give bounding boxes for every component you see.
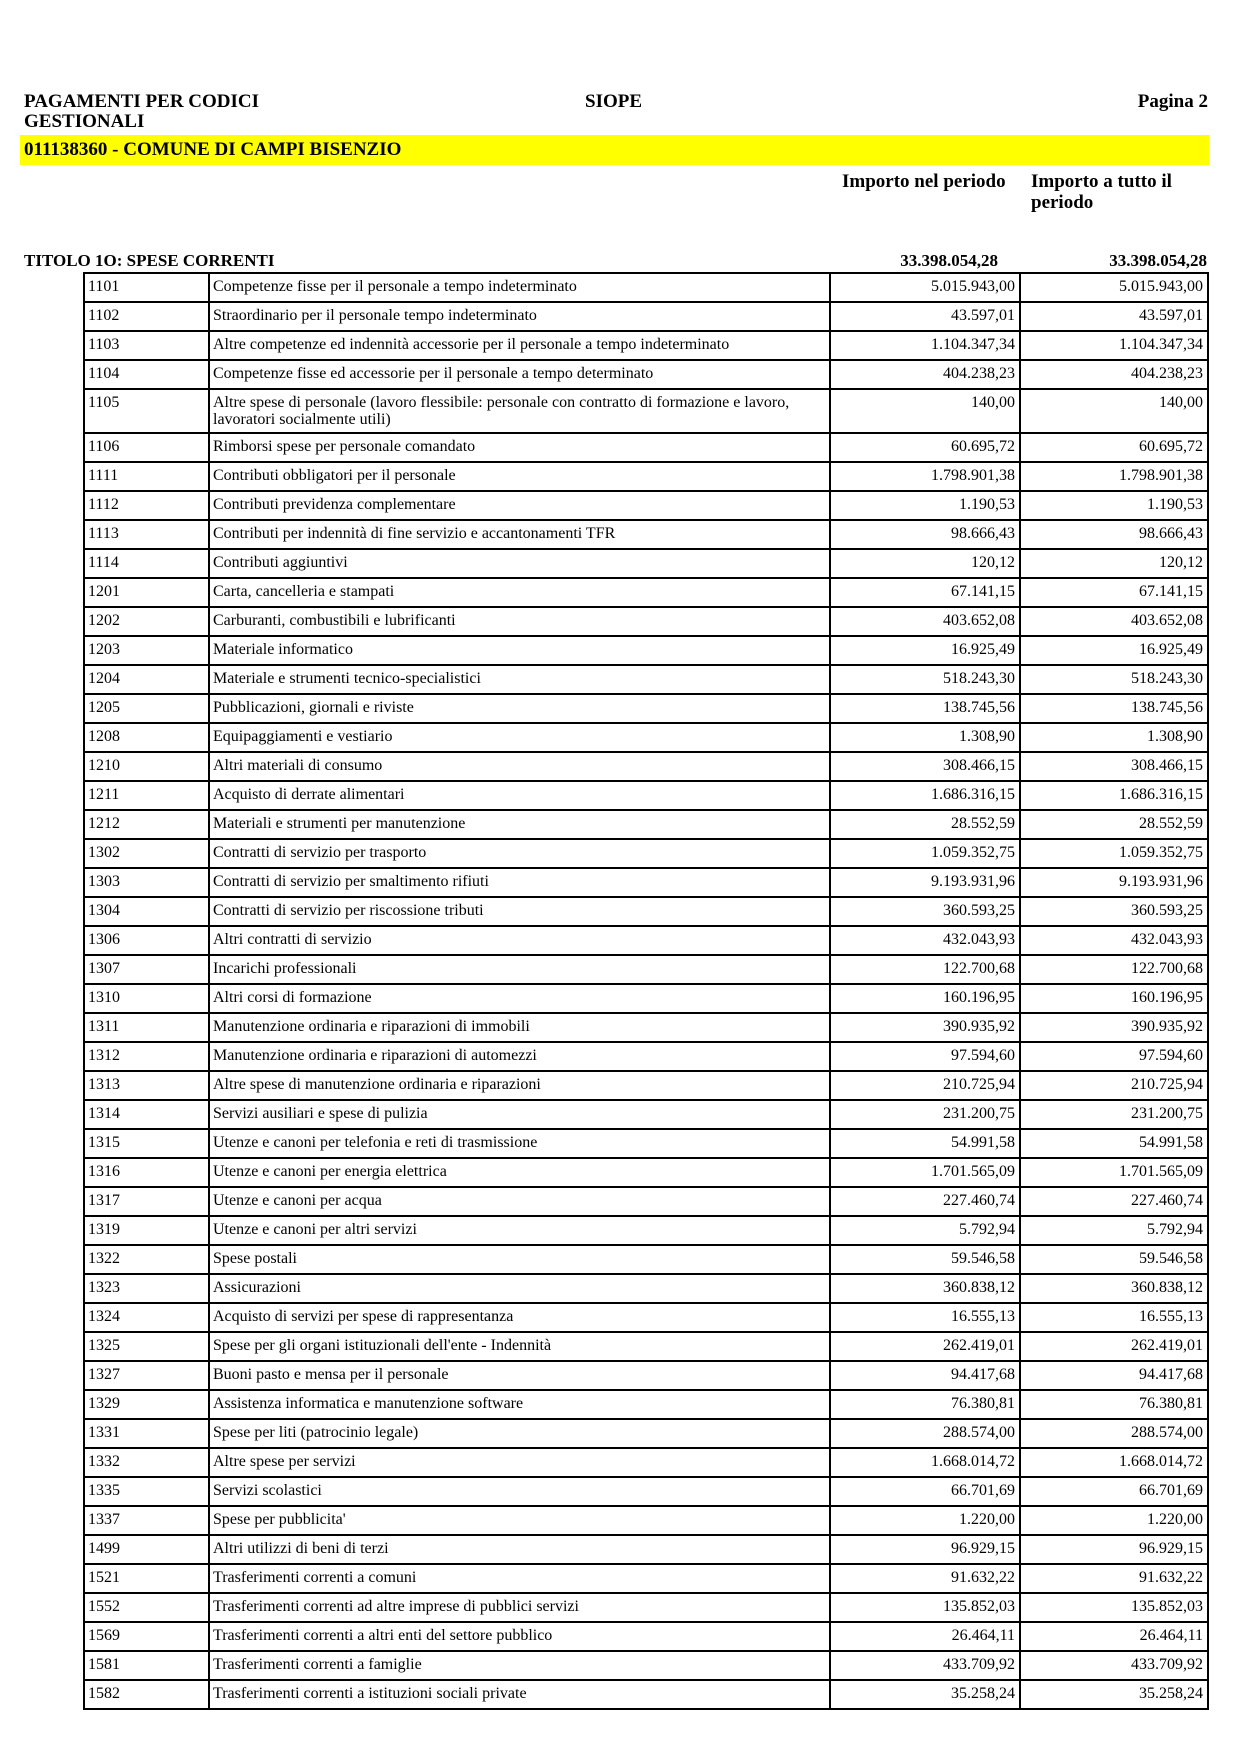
amount-period: 16.555,13	[830, 1303, 1020, 1332]
amount-total: 360.593,25	[1020, 897, 1208, 926]
amount-period: 59.546,58	[830, 1245, 1020, 1274]
amount-total: 122.700,68	[1020, 955, 1208, 984]
amount-period: 26.464,11	[830, 1622, 1020, 1651]
table-row	[84, 1245, 1208, 1274]
expense-code: 1324	[84, 1303, 209, 1332]
amount-period: 9.193.931,96	[830, 868, 1020, 897]
expense-code: 1114	[84, 549, 209, 578]
expense-description: Altre spese di personale (lavoro flessibile: personale con contratto di formazione e lavoro, lavoratori socialmente utili)	[209, 389, 830, 433]
expense-code: 1316	[84, 1158, 209, 1187]
amount-total: 1.308,90	[1020, 723, 1208, 752]
amount-total: 1.686.316,15	[1020, 781, 1208, 810]
expense-code: 1106	[84, 433, 209, 462]
expense-code: 1208	[84, 723, 209, 752]
expense-description: Altre competenze ed indennità accessorie per il personale a tempo indeterminato	[209, 331, 830, 360]
table-row	[84, 1448, 1208, 1477]
amount-period: 231.200,75	[830, 1100, 1020, 1129]
expense-code: 1332	[84, 1448, 209, 1477]
table-row	[84, 752, 1208, 781]
expense-code: 1327	[84, 1361, 209, 1390]
expense-code: 1319	[84, 1216, 209, 1245]
amount-total: 360.838,12	[1020, 1274, 1208, 1303]
amount-period: 97.594,60	[830, 1042, 1020, 1071]
table-row	[84, 578, 1208, 607]
amount-total: 97.594,60	[1020, 1042, 1208, 1071]
amount-total: 1.220,00	[1020, 1506, 1208, 1535]
amount-period: 98.666,43	[830, 520, 1020, 549]
amount-total: 433.709,92	[1020, 1651, 1208, 1680]
table-row	[84, 810, 1208, 839]
expense-description: Trasferimenti correnti ad altre imprese di pubblici servizi	[209, 1593, 830, 1622]
expense-description: Utenze e canoni per energia elettrica	[209, 1158, 830, 1187]
table-row	[84, 1622, 1208, 1651]
table-row	[84, 1506, 1208, 1535]
expense-description: Carburanti, combustibili e lubrificanti	[209, 607, 830, 636]
amount-total: 94.417,68	[1020, 1361, 1208, 1390]
expense-description: Assistenza informatica e manutenzione software	[209, 1390, 830, 1419]
table-row	[84, 1013, 1208, 1042]
amount-period: 66.701,69	[830, 1477, 1020, 1506]
expense-description: Servizi scolastici	[209, 1477, 830, 1506]
report-title: PAGAMENTI PER CODICI GESTIONALI	[24, 91, 260, 132]
amount-period: 432.043,93	[830, 926, 1020, 955]
amount-period: 120,12	[830, 549, 1020, 578]
expense-code: 1552	[84, 1593, 209, 1622]
expense-code: 1112	[84, 491, 209, 520]
expense-description: Altri utilizzi di beni di terzi	[209, 1535, 830, 1564]
amount-total: 135.852,03	[1020, 1593, 1208, 1622]
amount-total: 59.546,58	[1020, 1245, 1208, 1274]
amount-period: 135.852,03	[830, 1593, 1020, 1622]
expense-description: Contributi previdenza complementare	[209, 491, 830, 520]
expense-description: Materiali e strumenti per manutenzione	[209, 810, 830, 839]
table-row	[84, 955, 1208, 984]
table-row	[84, 1419, 1208, 1448]
amount-total: 66.701,69	[1020, 1477, 1208, 1506]
expense-description: Manutenzione ordinaria e riparazioni di automezzi	[209, 1042, 830, 1071]
table-body	[84, 273, 1208, 1709]
table-row	[84, 302, 1208, 331]
amount-total: 9.193.931,96	[1020, 868, 1208, 897]
amount-period: 518.243,30	[830, 665, 1020, 694]
table-row	[84, 1274, 1208, 1303]
expense-description: Contributi obbligatori per il personale	[209, 462, 830, 491]
expense-description: Equipaggiamenti e vestiario	[209, 723, 830, 752]
expense-code: 1582	[84, 1680, 209, 1709]
amount-period: 43.597,01	[830, 302, 1020, 331]
table-row	[84, 723, 1208, 752]
expense-code: 1337	[84, 1506, 209, 1535]
section-period-total: 33.398.054,28	[900, 251, 998, 270]
amount-period: 67.141,15	[830, 578, 1020, 607]
table-row	[84, 1042, 1208, 1071]
expense-description: Acquisto di derrate alimentari	[209, 781, 830, 810]
table-row	[84, 360, 1208, 389]
amount-total: 231.200,75	[1020, 1100, 1208, 1129]
amount-period: 433.709,92	[830, 1651, 1020, 1680]
table-row	[84, 1680, 1208, 1709]
expense-description: Utenze e canoni per acqua	[209, 1187, 830, 1216]
expense-code: 1322	[84, 1245, 209, 1274]
entity-name: 011138360 - COMUNE DI CAMPI BISENZIO	[24, 139, 402, 160]
amount-total: 1.190,53	[1020, 491, 1208, 520]
section-overall-total: 33.398.054,28	[1109, 251, 1207, 270]
amount-total: 403.652,08	[1020, 607, 1208, 636]
amount-period: 1.798.901,38	[830, 462, 1020, 491]
table-row	[84, 1100, 1208, 1129]
amount-total: 138.745,56	[1020, 694, 1208, 723]
table-row	[84, 636, 1208, 665]
column-header-total-amount: Importo a tutto il periodo	[1031, 171, 1172, 213]
table-row	[84, 607, 1208, 636]
table-row	[84, 1303, 1208, 1332]
amount-period: 122.700,68	[830, 955, 1020, 984]
expense-description: Carta, cancelleria e stampati	[209, 578, 830, 607]
amount-period: 227.460,74	[830, 1187, 1020, 1216]
amount-total: 1.668.014,72	[1020, 1448, 1208, 1477]
amount-period: 60.695,72	[830, 433, 1020, 462]
table-row	[84, 694, 1208, 723]
expense-description: Utenze e canoni per altri servizi	[209, 1216, 830, 1245]
expense-code: 1203	[84, 636, 209, 665]
expense-description: Buoni pasto e mensa per il personale	[209, 1361, 830, 1390]
expense-description: Materiale informatico	[209, 636, 830, 665]
expense-code: 1569	[84, 1622, 209, 1651]
amount-total: 98.666,43	[1020, 520, 1208, 549]
table-row	[84, 665, 1208, 694]
expense-description: Utenze e canoni per telefonia e reti di trasmissione	[209, 1129, 830, 1158]
amount-total: 16.555,13	[1020, 1303, 1208, 1332]
expense-code: 1202	[84, 607, 209, 636]
amount-total: 60.695,72	[1020, 433, 1208, 462]
amount-period: 1.701.565,09	[830, 1158, 1020, 1187]
expense-description: Altre spese per servizi	[209, 1448, 830, 1477]
expense-description: Altri corsi di formazione	[209, 984, 830, 1013]
amount-period: 5.015.943,00	[830, 273, 1020, 302]
amount-total: 160.196,95	[1020, 984, 1208, 1013]
page-number: Pagina 2	[1137, 91, 1208, 112]
table-row	[84, 1535, 1208, 1564]
expense-code: 1313	[84, 1071, 209, 1100]
expense-description: Materiale e strumenti tecnico-specialistici	[209, 665, 830, 694]
expense-description: Spese per pubblicita'	[209, 1506, 830, 1535]
table-row	[84, 1216, 1208, 1245]
amount-period: 210.725,94	[830, 1071, 1020, 1100]
table-row	[84, 389, 1208, 433]
table-row	[84, 839, 1208, 868]
expense-code: 1113	[84, 520, 209, 549]
expense-code: 1312	[84, 1042, 209, 1071]
amount-total: 1.104.347,34	[1020, 331, 1208, 360]
amount-total: 1.798.901,38	[1020, 462, 1208, 491]
table-row	[84, 984, 1208, 1013]
expense-code: 1314	[84, 1100, 209, 1129]
amount-period: 1.220,00	[830, 1506, 1020, 1535]
table-row	[84, 781, 1208, 810]
amount-period: 360.593,25	[830, 897, 1020, 926]
table-row	[84, 1187, 1208, 1216]
table-row	[84, 1332, 1208, 1361]
amount-total: 28.552,59	[1020, 810, 1208, 839]
expense-code: 1307	[84, 955, 209, 984]
amount-period: 138.745,56	[830, 694, 1020, 723]
expense-code: 1304	[84, 897, 209, 926]
expense-description: Trasferimenti correnti a altri enti del settore pubblico	[209, 1622, 830, 1651]
system-label: SIOPE	[585, 91, 643, 112]
amount-total: 140,00	[1020, 389, 1208, 433]
table-row	[84, 926, 1208, 955]
expense-description: Trasferimenti correnti a comuni	[209, 1564, 830, 1593]
amount-total: 262.419,01	[1020, 1332, 1208, 1361]
expense-code: 1103	[84, 331, 209, 360]
table-row	[84, 1564, 1208, 1593]
table-row	[84, 1361, 1208, 1390]
entity-banner	[20, 135, 1209, 165]
amount-period: 288.574,00	[830, 1419, 1020, 1448]
expense-code: 1329	[84, 1390, 209, 1419]
expense-code: 1105	[84, 389, 209, 433]
amount-period: 28.552,59	[830, 810, 1020, 839]
expense-description: Contratti di servizio per trasporto	[209, 839, 830, 868]
amount-period: 308.466,15	[830, 752, 1020, 781]
amount-total: 308.466,15	[1020, 752, 1208, 781]
expense-codes-table	[83, 272, 1209, 1710]
expense-code: 1335	[84, 1477, 209, 1506]
table-row	[84, 1477, 1208, 1506]
expense-code: 1331	[84, 1419, 209, 1448]
expense-code: 1205	[84, 694, 209, 723]
expense-code: 1306	[84, 926, 209, 955]
table-row	[84, 273, 1208, 302]
expense-code: 1102	[84, 302, 209, 331]
table-row	[84, 520, 1208, 549]
expense-description: Contratti di servizio per smaltimento rifiuti	[209, 868, 830, 897]
amount-total: 5.015.943,00	[1020, 273, 1208, 302]
amount-period: 94.417,68	[830, 1361, 1020, 1390]
amount-period: 76.380,81	[830, 1390, 1020, 1419]
expense-code: 1210	[84, 752, 209, 781]
expense-description: Spese postali	[209, 1245, 830, 1274]
amount-total: 91.632,22	[1020, 1564, 1208, 1593]
amount-total: 120,12	[1020, 549, 1208, 578]
amount-total: 210.725,94	[1020, 1071, 1208, 1100]
amount-total: 54.991,58	[1020, 1129, 1208, 1158]
expense-description: Altre spese di manutenzione ordinaria e riparazioni	[209, 1071, 830, 1100]
expense-description: Assicurazioni	[209, 1274, 830, 1303]
table-row	[84, 1593, 1208, 1622]
expense-description: Trasferimenti correnti a istituzioni sociali private	[209, 1680, 830, 1709]
amount-total: 432.043,93	[1020, 926, 1208, 955]
amount-period: 140,00	[830, 389, 1020, 433]
table-row	[84, 1651, 1208, 1680]
expense-code: 1325	[84, 1332, 209, 1361]
expense-description: Incarichi professionali	[209, 955, 830, 984]
section-title-row	[24, 250, 1209, 272]
amount-total: 5.792,94	[1020, 1216, 1208, 1245]
expense-code: 1315	[84, 1129, 209, 1158]
expense-description: Spese per liti (patrocinio legale)	[209, 1419, 830, 1448]
expense-description: Rimborsi spese per personale comandato	[209, 433, 830, 462]
table-row	[84, 868, 1208, 897]
amount-total: 16.925,49	[1020, 636, 1208, 665]
expense-code: 1201	[84, 578, 209, 607]
amount-total: 76.380,81	[1020, 1390, 1208, 1419]
expense-code: 1302	[84, 839, 209, 868]
expense-code: 1104	[84, 360, 209, 389]
expense-code: 1311	[84, 1013, 209, 1042]
expense-code: 1204	[84, 665, 209, 694]
table-row	[84, 491, 1208, 520]
table-row	[84, 1071, 1208, 1100]
amount-period: 1.104.347,34	[830, 331, 1020, 360]
amount-period: 404.238,23	[830, 360, 1020, 389]
expense-description: Pubblicazioni, giornali e riviste	[209, 694, 830, 723]
table-row	[84, 331, 1208, 360]
amount-period: 91.632,22	[830, 1564, 1020, 1593]
section-title: TITOLO 1O: SPESE CORRENTI	[24, 251, 275, 270]
expense-description: Contratti di servizio per riscossione tributi	[209, 897, 830, 926]
amount-total: 26.464,11	[1020, 1622, 1208, 1651]
expense-code: 1212	[84, 810, 209, 839]
table-row	[84, 549, 1208, 578]
amount-period: 96.929,15	[830, 1535, 1020, 1564]
amount-period: 1.059.352,75	[830, 839, 1020, 868]
amount-period: 54.991,58	[830, 1129, 1020, 1158]
amount-total: 1.059.352,75	[1020, 839, 1208, 868]
table-row	[84, 1390, 1208, 1419]
amount-period: 16.925,49	[830, 636, 1020, 665]
expense-description: Competenze fisse ed accessorie per il personale a tempo determinato	[209, 360, 830, 389]
table-row	[84, 433, 1208, 462]
table-row	[84, 1129, 1208, 1158]
amount-period: 262.419,01	[830, 1332, 1020, 1361]
expense-description: Competenze fisse per il personale a tempo indeterminato	[209, 273, 830, 302]
column-header-period-amount: Importo nel periodo	[842, 171, 1006, 192]
amount-period: 1.668.014,72	[830, 1448, 1020, 1477]
amount-period: 1.190,53	[830, 491, 1020, 520]
expense-description: Trasferimenti correnti a famiglie	[209, 1651, 830, 1680]
expense-code: 1111	[84, 462, 209, 491]
expense-code: 1499	[84, 1535, 209, 1564]
amount-period: 5.792,94	[830, 1216, 1020, 1245]
expense-code: 1521	[84, 1564, 209, 1593]
amount-total: 67.141,15	[1020, 578, 1208, 607]
amount-total: 390.935,92	[1020, 1013, 1208, 1042]
expense-description: Acquisto di servizi per spese di rappresentanza	[209, 1303, 830, 1332]
expense-code: 1303	[84, 868, 209, 897]
table-row	[84, 462, 1208, 491]
amount-period: 160.196,95	[830, 984, 1020, 1013]
amount-total: 43.597,01	[1020, 302, 1208, 331]
expense-code: 1101	[84, 273, 209, 302]
amount-period: 35.258,24	[830, 1680, 1020, 1709]
expense-code: 1323	[84, 1274, 209, 1303]
expense-code: 1317	[84, 1187, 209, 1216]
expense-code: 1581	[84, 1651, 209, 1680]
expense-description: Altri materiali di consumo	[209, 752, 830, 781]
amount-total: 1.701.565,09	[1020, 1158, 1208, 1187]
amount-total: 404.238,23	[1020, 360, 1208, 389]
table-row	[84, 1158, 1208, 1187]
amount-total: 35.258,24	[1020, 1680, 1208, 1709]
amount-period: 403.652,08	[830, 607, 1020, 636]
amount-period: 390.935,92	[830, 1013, 1020, 1042]
expense-description: Contributi per indennità di fine servizio e accantonamenti TFR	[209, 520, 830, 549]
amount-total: 96.929,15	[1020, 1535, 1208, 1564]
expense-code: 1211	[84, 781, 209, 810]
expense-code: 1310	[84, 984, 209, 1013]
amount-period: 1.308,90	[830, 723, 1020, 752]
expense-description: Contributi aggiuntivi	[209, 549, 830, 578]
expense-description: Altri contratti di servizio	[209, 926, 830, 955]
amount-total: 227.460,74	[1020, 1187, 1208, 1216]
expense-description: Spese per gli organi istituzionali dell'ente - Indennità	[209, 1332, 830, 1361]
expense-description: Straordinario per il personale tempo indeterminato	[209, 302, 830, 331]
expense-description: Manutenzione ordinaria e riparazioni di immobili	[209, 1013, 830, 1042]
expense-description: Servizi ausiliari e spese di pulizia	[209, 1100, 830, 1129]
amount-total: 518.243,30	[1020, 665, 1208, 694]
amount-period: 360.838,12	[830, 1274, 1020, 1303]
amount-total: 288.574,00	[1020, 1419, 1208, 1448]
amount-period: 1.686.316,15	[830, 781, 1020, 810]
table-row	[84, 897, 1208, 926]
